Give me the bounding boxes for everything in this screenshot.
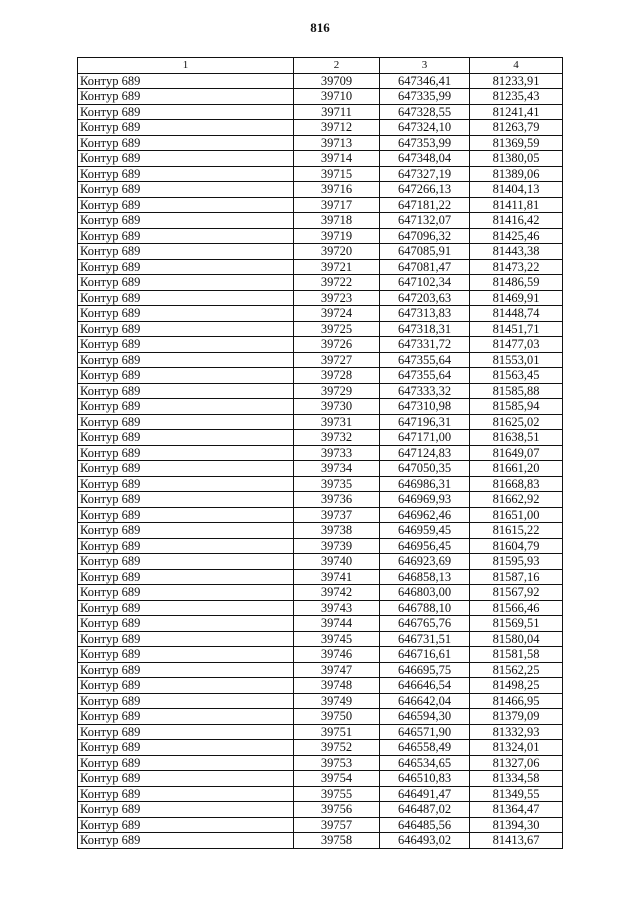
point-number-cell: 39743 [294,600,380,616]
table-row [78,275,563,291]
y-coordinate-cell: 81563,45 [470,368,563,384]
x-coordinate-cell: 646646,54 [380,678,470,694]
point-number-cell: 39749 [294,693,380,709]
y-coordinate-cell: 81469,91 [470,290,563,306]
x-coordinate-cell: 646493,02 [380,833,470,849]
x-coordinate-cell: 647355,64 [380,368,470,384]
point-number-cell: 39711 [294,104,380,120]
x-coordinate-cell: 646491,47 [380,786,470,802]
x-coordinate-cell: 647335,99 [380,89,470,105]
table-row [78,104,563,120]
contour-name-cell: Контур 689 [78,476,294,492]
point-number-cell: 39720 [294,244,380,260]
x-coordinate-cell: 647331,72 [380,337,470,353]
contour-name-cell: Контур 689 [78,833,294,849]
contour-name-cell: Контур 689 [78,244,294,260]
x-coordinate-cell: 647310,98 [380,399,470,415]
contour-name-cell: Контур 689 [78,507,294,523]
point-number-cell: 39731 [294,414,380,430]
x-coordinate-cell: 647124,83 [380,445,470,461]
x-coordinate-cell: 646765,76 [380,616,470,632]
x-coordinate-cell: 646487,02 [380,802,470,818]
contour-name-cell: Контур 689 [78,647,294,663]
point-number-cell: 39721 [294,259,380,275]
point-number-cell: 39718 [294,213,380,229]
contour-name-cell: Контур 689 [78,755,294,771]
x-coordinate-cell: 647203,63 [380,290,470,306]
y-coordinate-cell: 81380,05 [470,151,563,167]
contour-name-cell: Контур 689 [78,321,294,337]
point-number-cell: 39752 [294,740,380,756]
y-coordinate-cell: 81332,93 [470,724,563,740]
point-number-cell: 39727 [294,352,380,368]
contour-name-cell: Контур 689 [78,228,294,244]
y-coordinate-cell: 81349,55 [470,786,563,802]
contour-name-cell: Контур 689 [78,306,294,322]
y-coordinate-cell: 81451,71 [470,321,563,337]
point-number-cell: 39709 [294,73,380,89]
table-header [78,58,563,74]
y-coordinate-cell: 81389,06 [470,166,563,182]
contour-name-cell: Контур 689 [78,740,294,756]
x-coordinate-cell: 647324,10 [380,120,470,136]
contour-name-cell: Контур 689 [78,166,294,182]
contour-name-cell: Контур 689 [78,631,294,647]
x-coordinate-cell: 646959,45 [380,523,470,539]
x-coordinate-cell: 647328,55 [380,104,470,120]
contour-name-cell: Контур 689 [78,662,294,678]
y-coordinate-cell: 81604,79 [470,538,563,554]
contour-name-cell: Контур 689 [78,786,294,802]
x-coordinate-cell: 646956,45 [380,538,470,554]
table-row [78,724,563,740]
table-row [78,802,563,818]
contour-name-cell: Контур 689 [78,538,294,554]
x-coordinate-cell: 646858,13 [380,569,470,585]
x-coordinate-cell: 646731,51 [380,631,470,647]
point-number-cell: 39733 [294,445,380,461]
contour-name-cell: Контур 689 [78,445,294,461]
point-number-cell: 39739 [294,538,380,554]
table-row [78,352,563,368]
y-coordinate-cell: 81263,79 [470,120,563,136]
table-row [78,290,563,306]
point-number-cell: 39726 [294,337,380,353]
contour-name-cell: Контур 689 [78,430,294,446]
contour-name-cell: Контур 689 [78,197,294,213]
x-coordinate-cell: 646571,90 [380,724,470,740]
table-row [78,151,563,167]
x-coordinate-cell: 647181,22 [380,197,470,213]
table-row [78,213,563,229]
contour-name-cell: Контур 689 [78,151,294,167]
point-number-cell: 39750 [294,709,380,725]
table-row [78,709,563,725]
y-coordinate-cell: 81404,13 [470,182,563,198]
table-row [78,73,563,89]
y-coordinate-cell: 81651,00 [470,507,563,523]
y-coordinate-cell: 81595,93 [470,554,563,570]
table-row [78,306,563,322]
table-row [78,693,563,709]
point-number-cell: 39712 [294,120,380,136]
contour-name-cell: Контур 689 [78,337,294,353]
table-row [78,538,563,554]
table-row [78,399,563,415]
y-coordinate-cell: 81411,81 [470,197,563,213]
y-coordinate-cell: 81486,59 [470,275,563,291]
point-number-cell: 39736 [294,492,380,508]
point-number-cell: 39724 [294,306,380,322]
y-coordinate-cell: 81416,42 [470,213,563,229]
contour-name-cell: Контур 689 [78,693,294,709]
x-coordinate-cell: 646558,49 [380,740,470,756]
contour-name-cell: Контур 689 [78,492,294,508]
table-row [78,554,563,570]
table-row [78,755,563,771]
contour-name-cell: Контур 689 [78,290,294,306]
point-number-cell: 39735 [294,476,380,492]
y-coordinate-cell: 81567,92 [470,585,563,601]
point-number-cell: 39755 [294,786,380,802]
y-coordinate-cell: 81580,04 [470,631,563,647]
contour-name-cell: Контур 689 [78,399,294,415]
x-coordinate-cell: 646510,83 [380,771,470,787]
point-number-cell: 39713 [294,135,380,151]
x-coordinate-cell: 646969,93 [380,492,470,508]
x-coordinate-cell: 647333,32 [380,383,470,399]
point-number-cell: 39715 [294,166,380,182]
table-row [78,740,563,756]
y-coordinate-cell: 81638,51 [470,430,563,446]
table-row [78,507,563,523]
table-row [78,244,563,260]
table-row [78,228,563,244]
header-row [78,58,563,74]
contour-name-cell: Контур 689 [78,569,294,585]
y-coordinate-cell: 81448,74 [470,306,563,322]
y-coordinate-cell: 81581,58 [470,647,563,663]
point-number-cell: 39746 [294,647,380,663]
x-coordinate-cell: 647081,47 [380,259,470,275]
table-row [78,182,563,198]
y-coordinate-cell: 81569,51 [470,616,563,632]
x-coordinate-cell: 647085,91 [380,244,470,260]
y-coordinate-cell: 81379,09 [470,709,563,725]
point-number-cell: 39710 [294,89,380,105]
x-coordinate-cell: 647348,04 [380,151,470,167]
table-row [78,120,563,136]
y-coordinate-cell: 81369,59 [470,135,563,151]
point-number-cell: 39723 [294,290,380,306]
x-coordinate-cell: 647171,00 [380,430,470,446]
point-number-cell: 39717 [294,197,380,213]
x-coordinate-cell: 647132,07 [380,213,470,229]
point-number-cell: 39747 [294,662,380,678]
table-row [78,585,563,601]
point-number-cell: 39737 [294,507,380,523]
y-coordinate-cell: 81233,91 [470,73,563,89]
contour-name-cell: Контур 689 [78,709,294,725]
coordinates-table [77,57,563,849]
x-coordinate-cell: 647266,13 [380,182,470,198]
x-coordinate-cell: 647346,41 [380,73,470,89]
y-coordinate-cell: 81562,25 [470,662,563,678]
point-number-cell: 39744 [294,616,380,632]
contour-name-cell: Контур 689 [78,616,294,632]
header-cell-3: 3 [380,58,470,74]
table-row [78,678,563,694]
point-number-cell: 39730 [294,399,380,415]
y-coordinate-cell: 81413,67 [470,833,563,849]
y-coordinate-cell: 81241,41 [470,104,563,120]
table-row [78,600,563,616]
table-row [78,833,563,849]
point-number-cell: 39742 [294,585,380,601]
point-number-cell: 39734 [294,461,380,477]
point-number-cell: 39738 [294,523,380,539]
point-number-cell: 39741 [294,569,380,585]
point-number-cell: 39728 [294,368,380,384]
y-coordinate-cell: 81324,01 [470,740,563,756]
contour-name-cell: Контур 689 [78,213,294,229]
y-coordinate-cell: 81585,88 [470,383,563,399]
y-coordinate-cell: 81498,25 [470,678,563,694]
point-number-cell: 39756 [294,802,380,818]
table-row [78,445,563,461]
table-row [78,786,563,802]
x-coordinate-cell: 646986,31 [380,476,470,492]
point-number-cell: 39740 [294,554,380,570]
x-coordinate-cell: 646695,75 [380,662,470,678]
point-number-cell: 39745 [294,631,380,647]
table-row [78,616,563,632]
table-row [78,89,563,105]
x-coordinate-cell: 646594,30 [380,709,470,725]
point-number-cell: 39719 [294,228,380,244]
point-number-cell: 39722 [294,275,380,291]
y-coordinate-cell: 81235,43 [470,89,563,105]
contour-name-cell: Контур 689 [78,182,294,198]
table-row [78,631,563,647]
y-coordinate-cell: 81649,07 [470,445,563,461]
x-coordinate-cell: 647318,31 [380,321,470,337]
contour-name-cell: Контур 689 [78,89,294,105]
x-coordinate-cell: 646803,00 [380,585,470,601]
point-number-cell: 39732 [294,430,380,446]
point-number-cell: 39748 [294,678,380,694]
contour-name-cell: Контур 689 [78,135,294,151]
x-coordinate-cell: 647327,19 [380,166,470,182]
x-coordinate-cell: 646716,61 [380,647,470,663]
y-coordinate-cell: 81553,01 [470,352,563,368]
table-row [78,414,563,430]
table-row [78,259,563,275]
y-coordinate-cell: 81327,06 [470,755,563,771]
y-coordinate-cell: 81466,95 [470,693,563,709]
point-number-cell: 39714 [294,151,380,167]
header-cell-4: 4 [470,58,563,74]
x-coordinate-cell: 646642,04 [380,693,470,709]
header-cell-2: 2 [294,58,380,74]
table-row [78,321,563,337]
y-coordinate-cell: 81566,46 [470,600,563,616]
table-row [78,771,563,787]
x-coordinate-cell: 646788,10 [380,600,470,616]
table-row [78,647,563,663]
contour-name-cell: Контур 689 [78,259,294,275]
table-row [78,368,563,384]
x-coordinate-cell: 646962,46 [380,507,470,523]
x-coordinate-cell: 646923,69 [380,554,470,570]
contour-name-cell: Контур 689 [78,802,294,818]
y-coordinate-cell: 81443,38 [470,244,563,260]
x-coordinate-cell: 647102,34 [380,275,470,291]
contour-name-cell: Контур 689 [78,554,294,570]
page-number: 816 [310,20,330,35]
point-number-cell: 39751 [294,724,380,740]
table-row [78,135,563,151]
table-row [78,523,563,539]
header-cell-1: 1 [78,58,294,74]
table-row [78,430,563,446]
y-coordinate-cell: 81477,03 [470,337,563,353]
contour-name-cell: Контур 689 [78,724,294,740]
point-number-cell: 39729 [294,383,380,399]
y-coordinate-cell: 81662,92 [470,492,563,508]
contour-name-cell: Контур 689 [78,817,294,833]
y-coordinate-cell: 81334,58 [470,771,563,787]
y-coordinate-cell: 81585,94 [470,399,563,415]
table-row [78,662,563,678]
x-coordinate-cell: 647196,31 [380,414,470,430]
table-row [78,337,563,353]
x-coordinate-cell: 646534,65 [380,755,470,771]
point-number-cell: 39716 [294,182,380,198]
point-number-cell: 39753 [294,755,380,771]
contour-name-cell: Контур 689 [78,104,294,120]
table-row [78,476,563,492]
table-row [78,461,563,477]
table-row [78,817,563,833]
y-coordinate-cell: 81364,47 [470,802,563,818]
y-coordinate-cell: 81625,02 [470,414,563,430]
table-row [78,492,563,508]
point-number-cell: 39758 [294,833,380,849]
table-row [78,166,563,182]
x-coordinate-cell: 647353,99 [380,135,470,151]
contour-name-cell: Контур 689 [78,771,294,787]
y-coordinate-cell: 81473,22 [470,259,563,275]
contour-name-cell: Контур 689 [78,523,294,539]
point-number-cell: 39757 [294,817,380,833]
contour-name-cell: Контур 689 [78,461,294,477]
x-coordinate-cell: 647050,35 [380,461,470,477]
contour-name-cell: Контур 689 [78,73,294,89]
contour-name-cell: Контур 689 [78,275,294,291]
table-body [78,73,563,848]
point-number-cell: 39725 [294,321,380,337]
y-coordinate-cell: 81425,46 [470,228,563,244]
contour-name-cell: Контур 689 [78,352,294,368]
contour-name-cell: Контур 689 [78,120,294,136]
contour-name-cell: Контур 689 [78,383,294,399]
x-coordinate-cell: 647096,32 [380,228,470,244]
point-number-cell: 39754 [294,771,380,787]
table-row [78,383,563,399]
table-row [78,569,563,585]
y-coordinate-cell: 81587,16 [470,569,563,585]
table-row [78,197,563,213]
y-coordinate-cell: 81668,83 [470,476,563,492]
x-coordinate-cell: 646485,56 [380,817,470,833]
y-coordinate-cell: 81615,22 [470,523,563,539]
x-coordinate-cell: 647355,64 [380,352,470,368]
contour-name-cell: Контур 689 [78,600,294,616]
contour-name-cell: Контур 689 [78,678,294,694]
y-coordinate-cell: 81661,20 [470,461,563,477]
x-coordinate-cell: 647313,83 [380,306,470,322]
contour-name-cell: Контур 689 [78,585,294,601]
contour-name-cell: Контур 689 [78,368,294,384]
contour-name-cell: Контур 689 [78,414,294,430]
y-coordinate-cell: 81394,30 [470,817,563,833]
